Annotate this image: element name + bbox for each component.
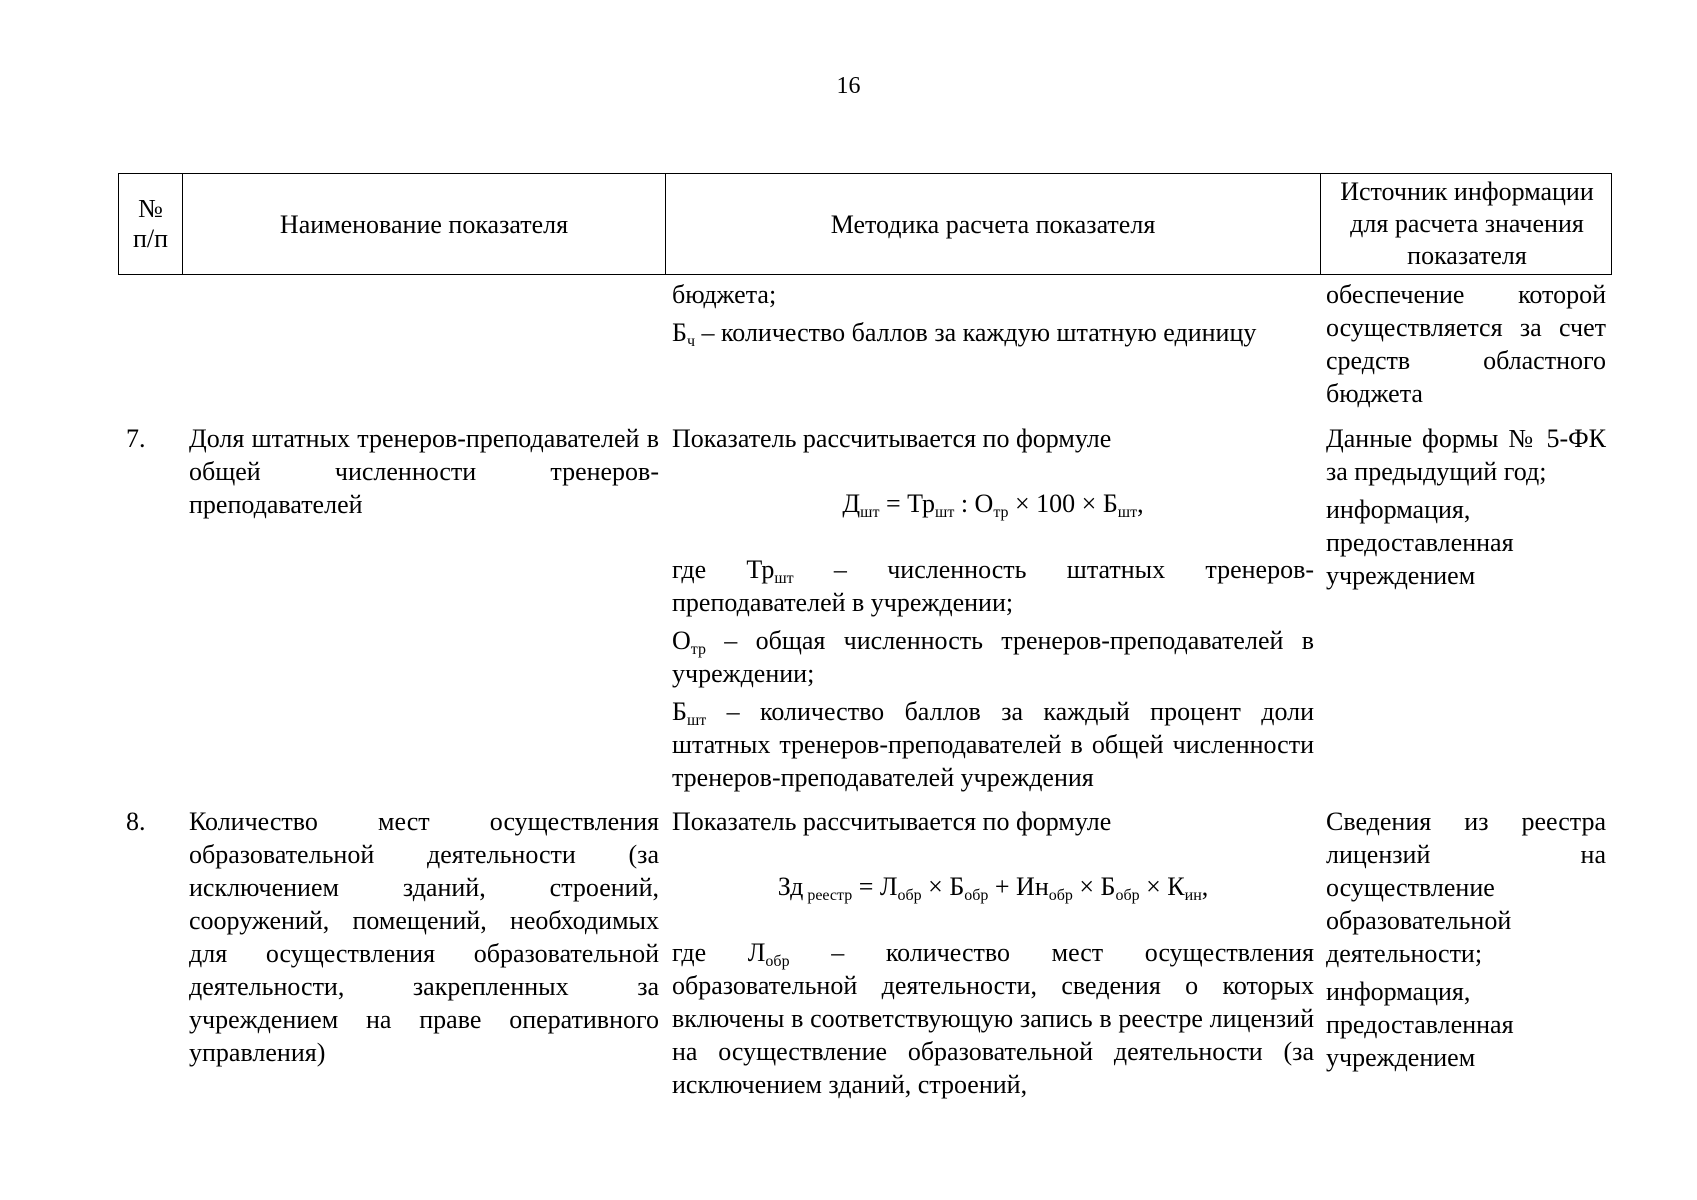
row7-definitions	[672, 553, 1314, 794]
row7-def-o: $О_{тр}$ – общая численность тренеров-преподавателей в учреждении;	[672, 626, 1314, 688]
row8-number: 8.	[126, 807, 146, 836]
header-source-line2: для расчета значения	[1350, 209, 1584, 238]
continuation-source: обеспечение которой осуществляется за счет средств областного бюджета	[1326, 280, 1606, 408]
continuation-method-line1: бюджета;	[672, 280, 777, 309]
row7-number: 7.	[126, 424, 146, 453]
header-number-line2: п/п	[132, 224, 169, 253]
row7-indicator-name: Доля штатных тренеров-преподавателей в общей численности тренеров-преподавателей	[189, 424, 659, 519]
header-source-line1: Источник информации	[1340, 177, 1594, 206]
header-indicator-name: Наименование показателя	[183, 174, 666, 274]
row8-source-1: Сведения из реестра лицензий на осуществление образовательной деятельности;	[1326, 807, 1606, 968]
row8-formula: Зд $_{реестр} = Л_{обр} \times Б_{обр} + Ин_{обр} \times Б_{обр} \times К_{ин}$,	[777, 872, 1209, 904]
row7-formula: $Д_{шт} = Тр_{шт}$ : $О_{тр} \times 100 \times Б_{шт}$,	[842, 489, 1144, 521]
row7-source-1: Данные формы № 5-ФК за предыдущий год;	[1326, 424, 1606, 486]
continuation-method	[672, 278, 1314, 349]
row8-method-intro: Показатель рассчитывается по формуле	[672, 807, 1112, 836]
continuation-method-b-definition: $Б_ч$ – количество баллов за каждую штатную единицу	[672, 318, 1257, 350]
header-number-line1: №	[138, 194, 163, 223]
row8-source-2: информация, предоставленная учреждением	[1326, 977, 1514, 1072]
header-information-source	[1321, 174, 1613, 274]
header-calculation-method: Методика расчета показателя	[666, 174, 1321, 274]
header-source-line3: показателя	[1407, 241, 1527, 270]
row7-source	[1326, 422, 1606, 592]
row7-source-2: информация, предоставленная учреждением	[1326, 495, 1514, 590]
header-number	[119, 174, 183, 274]
row8-definition: где $Л_{обр}$ – количество мест осуществления образовательной деятельности, сведения о которых включены в соответствующую запись в реестре лицензий на осуществление образовательной деятельности (за исключением зданий, строений,	[672, 938, 1314, 1099]
row7-def-tr: где $Тр_{шт}$ – численность штатных тренеров-преподавателей в учреждении;	[672, 555, 1315, 617]
row7-def-b: $Б_{шт}$ – количество баллов за каждый процент доли штатных тренеров-преподавателей в общей численности тренеров-преподавателей учреждения	[672, 697, 1314, 792]
page-number: 16	[836, 73, 861, 99]
row8-source	[1326, 805, 1606, 1074]
row7-method-intro: Показатель рассчитывается по формуле	[672, 424, 1112, 453]
row8-indicator-name: Количество мест осуществления образовательной деятельности (за исключением зданий, строений, сооружений, помещений, необходимых для осуществления образовательной деятельности, закрепленных за учреждением на праве оперативного управления)	[189, 807, 659, 1067]
table-header	[118, 173, 1612, 275]
